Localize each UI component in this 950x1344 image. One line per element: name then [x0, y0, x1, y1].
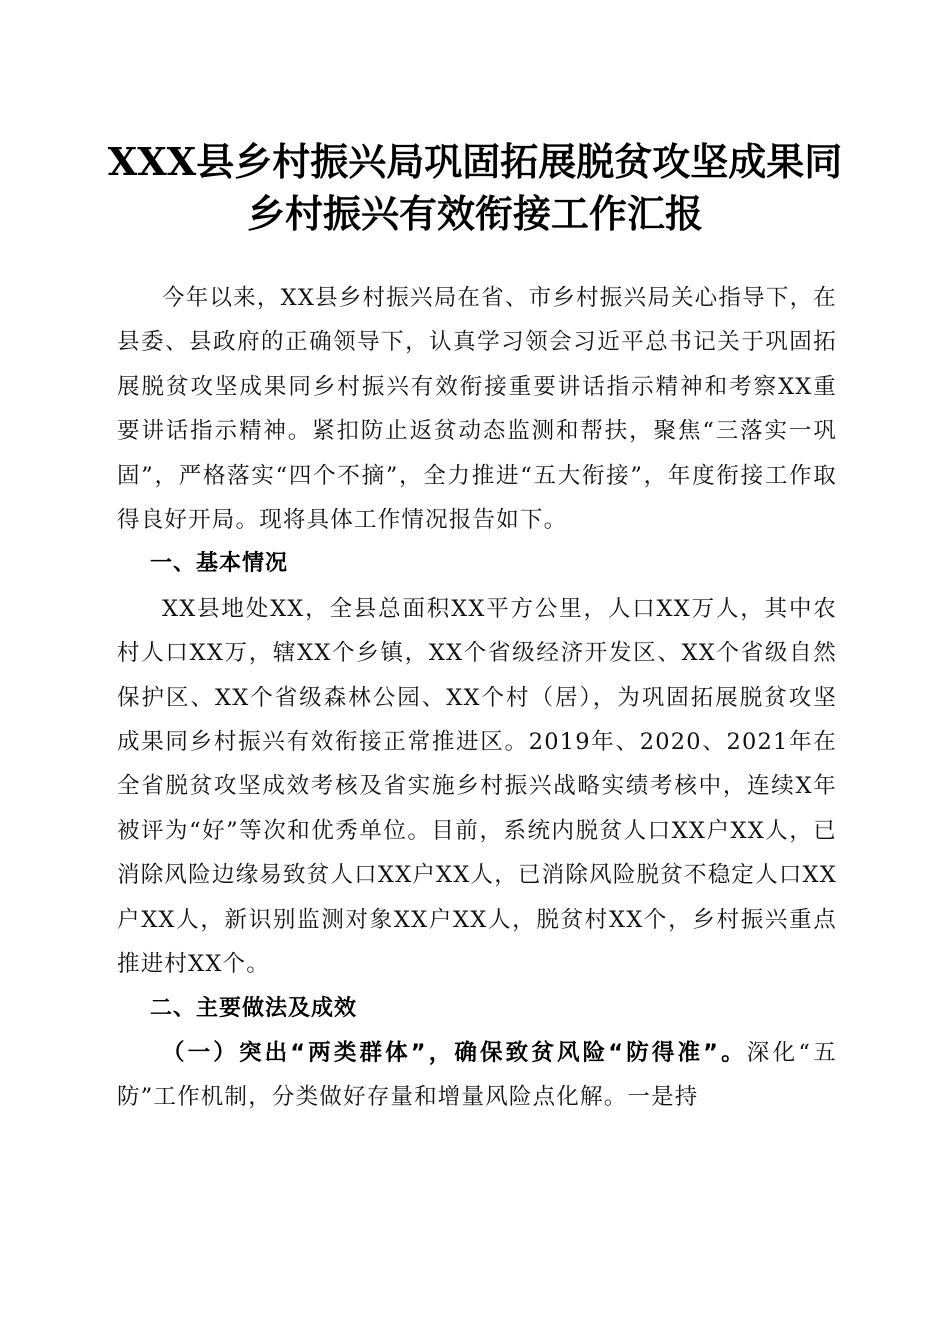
section-heading-main-practices: 二、主要做法及成效 [150, 995, 358, 1021]
section-heading-basic-situation: 一、基本情况 [150, 551, 289, 577]
intro-paragraph: 今年以来，XX县乡村振兴局在省、市乡村振兴局关心指导下，在县委、县政府的正确领导下，认真学习领会习近平总书记关于巩固拓展脱贫攻坚成果同乡村振兴有效衔接重要讲话指示精神和考察XX重要讲话指示精神。紧扣防止返贫动态监测和帮扶，聚焦“三落实一巩固”，严格落实“四个不摘”，全力推进“五大衔接”，年度衔接工作取得良好开局。现将具体工作情况报告如下。 [117, 285, 837, 534]
basic-situation-paragraph: XX县地处XX，全县总面积XX平方公里，人口XX万人，其中农村人口XX万，辖XX个乡镇，XX个省级经济开发区、XX个省级自然保护区、XX个省级森林公园、XX个村（居），为巩固拓展脱贫攻坚成果同乡村振兴有效衔接正常推进区。2019年、2020、2021年在全省脱贫攻坚成效考核及省实施乡村振兴战略实绩考核中，连续X年被评为“好”等次和优秀单位。目前，系统内脱贫人口XX户XX人，已消除风险边缘易致贫人口XX户XX人，已消除风险脱贫不稳定人口XX户XX人，新识别监测对象XX户XX人，脱贫村XX个，乡村振兴重点推进村XX个。 [117, 595, 837, 978]
subsection-body: 深化“五防”工作机制，分类做好存量和增量风险点化解。一是持 [117, 1039, 837, 1111]
subsection-paragraph [117, 1031, 837, 1120]
document-body [117, 276, 837, 1120]
title-line-2: 乡村振兴有效衔接工作汇报 [246, 191, 703, 236]
document-title [100, 136, 850, 240]
subsection-heading: （一）突出“两类群体”，确保致贫风险“防得准”。 [162, 1039, 747, 1066]
title-line-1: XXX县乡村振兴局巩固拓展脱贫攻坚成果同 [107, 139, 843, 184]
